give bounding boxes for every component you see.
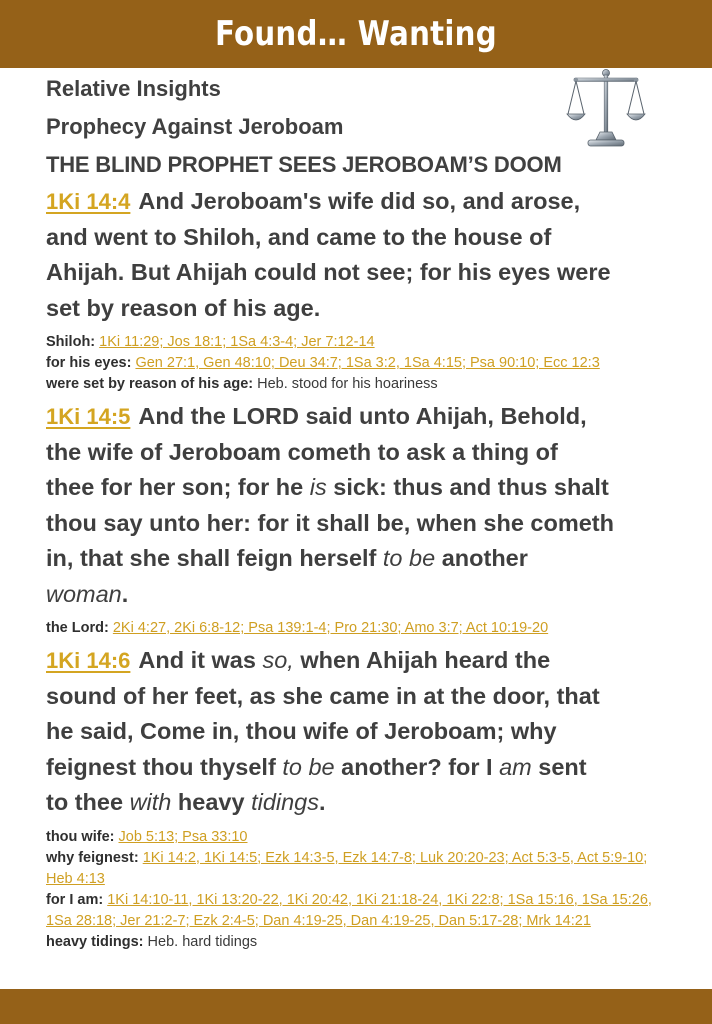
note-reference-links[interactable]: 1Ki 11:29; Jos 18:1; 1Sa 4:3-4; Jer 7:12-14	[99, 334, 375, 350]
note-text: Heb. hard tidings	[147, 933, 258, 950]
verse-line	[46, 506, 676, 542]
verse-text: set by reason of his age.	[46, 294, 321, 321]
verse-line	[46, 577, 676, 613]
verse-text: in, that she shall feign herself	[46, 545, 383, 571]
page-title: Found… Wanting	[214, 14, 497, 54]
verse-italic-text: with	[129, 789, 172, 815]
verse-reference-link[interactable]: 1Ki 14:5	[46, 404, 131, 429]
verse-text: .	[121, 580, 129, 607]
verse-italic-text: is	[309, 474, 327, 500]
note-label: for his eyes:	[46, 355, 132, 371]
verse-text: sick: thus and thus shalt	[326, 474, 609, 500]
verse-italic-text: woman	[46, 580, 122, 607]
verse-line	[46, 220, 676, 256]
note-label: why feignest:	[46, 849, 139, 866]
note-reference-links[interactable]: 2Ki 4:27, 2Ki 6:8-12; Psa 139:1-4; Pro 21:30; Amo 3:7; Act 10:19-20	[112, 620, 549, 636]
note-reference-links[interactable]: 1Ki 14:2, 1Ki 14:5; Ezk 14:3-5, Ezk 14:7-8; Luk 20:20-23; Act 5:3-5, Act 5:9-10; Heb 4:13	[46, 849, 648, 887]
verse-italic-text: to be	[282, 753, 335, 780]
note-reference-links[interactable]: 1Ki 14:10-11, 1Ki 13:20-22, 1Ki 20:42, 1Ki 21:18-24, 1Ki 22:8; 1Sa 15:16, 1Sa 15:26, 1Sa 28:18; Jer 21:2-7; Ezk 2:4-5; Dan 4:19-25, Dan 4:19-25, Dan 5:17-28; Mrk 14:21	[46, 891, 652, 929]
footer-bar	[0, 989, 712, 1024]
note-row	[46, 374, 676, 395]
verse-reference-link[interactable]: 1Ki 14:6	[46, 648, 131, 673]
title-bar	[0, 0, 712, 68]
note-row	[46, 332, 676, 353]
section-heading: Relative Insights	[46, 76, 221, 101]
verse-block	[46, 184, 676, 395]
verse-text: sound of her feet, as she came in at the door, that	[46, 682, 600, 709]
note-label: Shiloh:	[46, 334, 96, 350]
cross-reference-notes	[46, 618, 676, 639]
verse-line	[46, 291, 676, 327]
verse-text: and went to Shiloh, and came to the house of	[46, 223, 552, 250]
note-reference-links[interactable]: Job 5:13; Psa 33:10	[118, 828, 248, 845]
note-label: heavy tidings:	[46, 933, 144, 950]
verse-line	[46, 643, 676, 679]
note-reference-links[interactable]: Gen 27:1, Gen 48:10; Deu 34:7; 1Sa 3:2, 1Sa 4:15; Psa 90:10; Ecc 12:3	[135, 355, 600, 371]
note-row	[46, 827, 676, 848]
verse-italic-text: so,	[262, 647, 294, 673]
verse-text: And it was	[138, 647, 263, 673]
verse-line	[46, 184, 676, 220]
verse-line	[46, 255, 676, 291]
verse-block	[46, 643, 676, 953]
section-subheading: Prophecy Against Jeroboam	[46, 114, 344, 139]
verse-line	[46, 470, 676, 506]
cross-reference-notes	[46, 332, 676, 395]
verse-line	[46, 714, 676, 750]
verse-text: another? for I	[334, 753, 500, 780]
verse-line	[46, 750, 676, 786]
note-text: Heb. stood for his hoariness	[257, 376, 438, 392]
verse-text: Ahijah. But Ahijah could not see; for his eyes were	[46, 259, 611, 285]
content-area	[46, 70, 676, 957]
note-row	[46, 890, 676, 932]
note-label: for I am:	[46, 891, 104, 908]
verse-text: another	[435, 545, 528, 571]
verse-line	[46, 399, 676, 435]
verse-list	[46, 184, 676, 953]
note-row	[46, 848, 676, 890]
verse-italic-text: am	[499, 753, 532, 780]
section-caps-heading: THE BLIND PROPHET SEES JEROBOAM’S DOOM	[46, 152, 562, 177]
verse-line	[46, 435, 676, 471]
verse-italic-text: tidings	[251, 789, 319, 815]
verse-block	[46, 399, 676, 639]
note-label: were set by reason of his age:	[46, 376, 254, 392]
verse-text: sent	[531, 753, 587, 780]
note-label: thou wife:	[46, 828, 115, 845]
verse-text: .	[319, 789, 326, 815]
cross-reference-notes	[46, 827, 676, 953]
verse-text: thee for her son; for he	[46, 474, 310, 500]
verse-line	[46, 679, 676, 715]
note-row	[46, 353, 676, 374]
verse-text: when Ahijah heard the	[293, 647, 551, 673]
verse-text: And the LORD said unto Ahijah, Behold,	[138, 403, 587, 429]
verse-text: feignest thou thyself	[46, 753, 283, 780]
verse-text: heavy	[171, 789, 252, 815]
verse-text: to thee	[46, 789, 130, 815]
verse-text: thou say unto her: for it shall be, when she cometh	[46, 509, 614, 536]
verse-italic-text: to be	[382, 545, 436, 571]
verse-line	[46, 541, 676, 577]
note-row	[46, 932, 676, 953]
verse-text: And Jeroboam's wife did so, and arose,	[138, 188, 581, 214]
note-label: the Lord:	[46, 620, 109, 636]
verse-text: the wife of Jeroboam cometh to ask a thing of	[46, 438, 558, 465]
note-row	[46, 618, 676, 639]
verse-reference-link[interactable]: 1Ki 14:4	[46, 189, 131, 214]
verse-text: he said, Come in, thou wife of Jeroboam; why	[46, 718, 557, 744]
verse-line	[46, 785, 676, 821]
